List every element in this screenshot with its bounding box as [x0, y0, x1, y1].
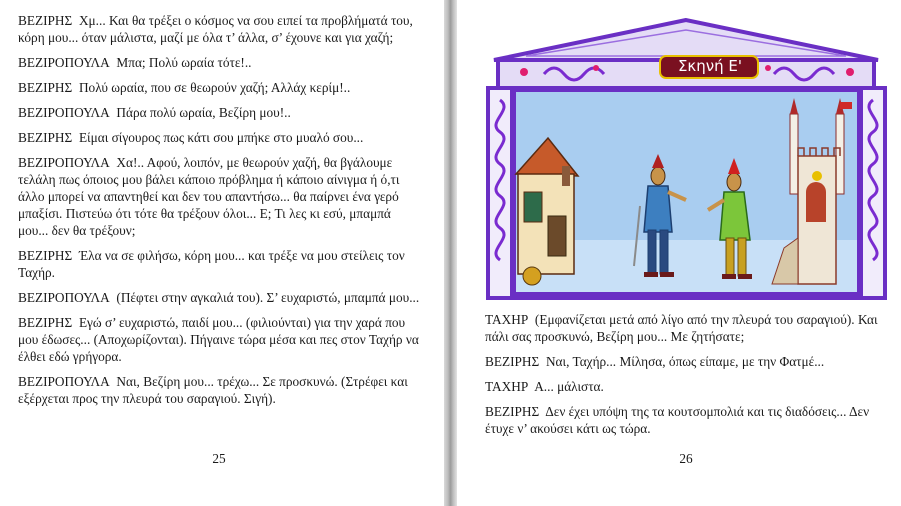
speaker-name: ΤΑΧΗΡ [485, 312, 529, 327]
right-page-text [485, 311, 889, 445]
dialogue-line [485, 353, 889, 370]
speaker-name: ΒΕΖΙΡΗΣ [18, 13, 73, 28]
dialogue-line [485, 311, 889, 345]
dialogue-text: Χα!.. Αφού, λοιπόν, με θεωρούν χαζή, θα βγάλουμε τελάλη πως όποιος μου βάλει κάποιο πρόβλημα ή κάποιο αίνιγμα ή ό,τι άλλο μπορεί να απαντηθεί και δεν του απαντήσω... θα παίρνει ένα γερό μπαξίσι. Πιστεύω ότι τότε θα τρέξουν όλοι... Ε; Τι λες κι εσύ, μπαμπά μου... δεν θα τρέξουν; [18, 155, 400, 238]
dialogue-line [18, 104, 422, 121]
dialogue-line [18, 79, 422, 96]
left-page [0, 0, 444, 506]
speaker-name: ΒΕΖΙΡΗΣ [18, 130, 73, 145]
speaker-name: ΒΕΖΙΡΗΣ [18, 315, 73, 330]
dialogue-line [18, 129, 422, 146]
dialogue-text: Εγώ σ’ ευχαριστώ, παιδί μου... (φιλιούνται) για την χαρά που μου έδωσες... (Αποχωρίζονται). Πήγαινε τώρα μέσα και πες στον Ταχήρ να έλθει εδώ γρήγορα. [18, 315, 419, 364]
speaker-name: ΒΕΖΙΡΟΠΟΥΛΑ [18, 374, 110, 389]
left-page-text [18, 12, 422, 415]
speaker-name: ΒΕΖΙΡΟΠΟΥΛΑ [18, 155, 110, 170]
dialogue-line [18, 289, 422, 306]
dialogue-line [18, 154, 422, 239]
left-column [488, 88, 512, 298]
dialogue-text: Πάρα πολύ ωραία, Βεζίρη μου!.. [116, 105, 291, 120]
right-page [457, 0, 901, 506]
speaker-name: ΒΕΖΙΡΟΠΟΥΛΑ [18, 290, 110, 305]
dialogue-line [18, 12, 422, 46]
speaker-name: ΤΑΧΗΡ [485, 379, 529, 394]
dialogue-text: Α... μάλιστα. [534, 379, 604, 394]
dialogue-text: Πολύ ωραία, που σε θεωρούν χαζή; Αλλάχ κερίμ!.. [78, 80, 351, 95]
dialogue-text: Χμ... Και θα τρέξει ο κόσμος να σου ειπεί τα προβλήματά του, κόρη μου... όταν μάλιστα, μαζί με όλα τ’ άλλα, σ’ έχουνε και για χαζή; [18, 13, 413, 45]
dialogue-text: (Εμφανίζεται μετά από λίγο από την πλευρά του σαραγιού). Και πάλι σας προσκυνώ, Βεζίρη μου... Με ζητήσατε; [485, 312, 878, 344]
page-number: 25 [212, 451, 226, 466]
book-spine-gutter [444, 0, 457, 506]
dialogue-line [18, 314, 422, 365]
dialogue-line [18, 247, 422, 281]
dialogue-line [18, 54, 422, 71]
karagiozis-shadow-theatre-stage-icon [484, 16, 889, 308]
dialogue-text: Δεν έχει υπόψη της τα κουτσομπολιά και τις διαδόσεις... Δεν έτυχε ν’ ακούσει κάτι ως τώρα. [485, 404, 870, 436]
dialogue-text: Ναι, Βεζίρη μου... τρέχω... Σε προσκυνώ. (Στρέφει και εξέρχεται προς την πλευρά του σαραγιού. Σιγή). [18, 374, 408, 406]
page-number: 26 [679, 451, 693, 466]
speaker-name: ΒΕΖΙΡΗΣ [485, 404, 540, 419]
dialogue-text: (Πέφτει στην αγκαλιά του). Σ’ ευχαριστώ, μπαμπά μου... [116, 290, 420, 305]
speaker-name: ΒΕΖΙΡΟΠΟΥΛΑ [18, 105, 110, 120]
dialogue-text: Μπα; Πολύ ωραία τότε!.. [116, 55, 252, 70]
right-column [861, 88, 885, 298]
dialogue-line [18, 373, 422, 407]
speaker-name: ΒΕΖΙΡΗΣ [18, 80, 73, 95]
scene-title: Σκηνή Ε' [677, 57, 743, 75]
stage-pediment [494, 20, 878, 60]
dialogue-text: Είμαι σίγουρος πως κάτι σου μπήκε στο μυαλό σου... [78, 130, 364, 145]
speaker-name: ΒΕΖΙΡΗΣ [485, 354, 540, 369]
speaker-name: ΒΕΖΙΡΗΣ [18, 248, 73, 263]
dialogue-line [485, 403, 889, 437]
speaker-name: ΒΕΖΙΡΟΠΟΥΛΑ [18, 55, 110, 70]
dialogue-line [485, 378, 889, 395]
dialogue-text: Έλα να σε φιλήσω, κόρη μου... και τρέξε να μου στείλεις τον Ταχήρ. [18, 248, 405, 280]
dialogue-text: Ναι, Ταχήρ... Μίλησα, όπως είπαμε, με την Φατμέ... [545, 354, 825, 369]
